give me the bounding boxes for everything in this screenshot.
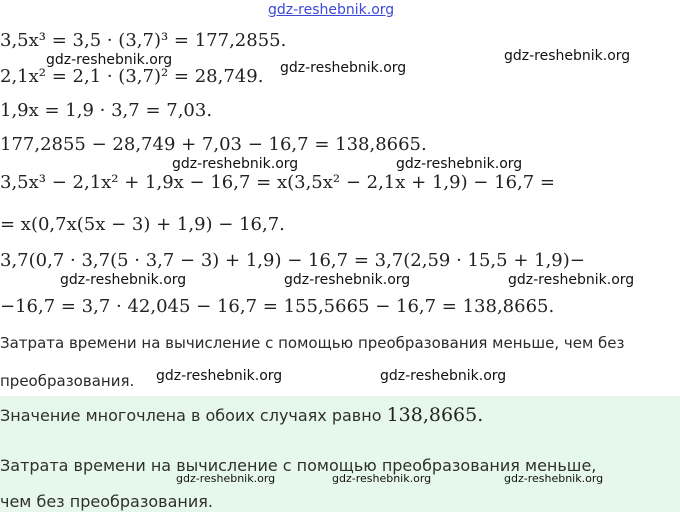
conclusion-line-2: преобразования. (0, 372, 135, 390)
answer-box (0, 396, 680, 512)
math-line-8: −16,7 = 3,7 · 42,045 − 16,7 = 155,5665 − 16,7 = 138,8665. (0, 296, 555, 317)
math-line-2: 2,1x² = 2,1 · (3,7)² = 28,749. (0, 66, 264, 87)
watermark: gdz-reshebnik.org (504, 48, 631, 64)
math-line-5: 3,5x³ − 2,1x² + 1,9x − 16,7 = x(3,5x² − 2,1x + 1,9) − 16,7 = (0, 172, 555, 193)
answer-value-text: Значение многочлена в обоих случаях равно (0, 406, 382, 425)
math-line-4: 177,2855 − 28,749 + 7,03 − 16,7 = 138,8665. (0, 134, 427, 155)
watermark-top: gdz-reshebnik.org (268, 2, 395, 18)
watermark: gdz-reshebnik.org (396, 156, 523, 172)
answer-value: 138,8665. (386, 404, 484, 426)
watermark: gdz-reshebnik.org (332, 472, 432, 485)
watermark: gdz-reshebnik.org (504, 472, 604, 485)
math-line-1: 3,5x³ = 3,5 · (3,7)³ = 177,2855. (0, 30, 287, 51)
answer-value-line (0, 404, 483, 426)
watermark: gdz-reshebnik.org (380, 368, 507, 384)
math-line-7: 3,7(0,7 · 3,7(5 · 3,7 − 3) + 1,9) − 16,7 = 3,7(2,59 · 15,5 + 1,9)− (0, 250, 585, 271)
watermark: gdz-reshebnik.org (508, 272, 635, 288)
conclusion-line-1: Затрата времени на вычисление с помощью преобразования меньше, чем без (0, 334, 625, 352)
watermark: gdz-reshebnik.org (156, 368, 283, 384)
watermark: gdz-reshebnik.org (60, 272, 187, 288)
answer-line-1: Затрата времени на вычисление с помощью преобразования меньше, (0, 456, 597, 475)
watermark: gdz-reshebnik.org (172, 156, 299, 172)
watermark: gdz-reshebnik.org (280, 60, 407, 76)
answer-line-2: чем без преобразования. (0, 492, 213, 511)
math-line-3: 1,9x = 1,9 · 3,7 = 7,03. (0, 100, 213, 121)
watermark: gdz-reshebnik.org (176, 472, 276, 485)
watermark: gdz-reshebnik.org (46, 52, 173, 68)
math-line-6: = x(0,7x(5x − 3) + 1,9) − 16,7. (0, 214, 285, 235)
watermark: gdz-reshebnik.org (284, 272, 411, 288)
